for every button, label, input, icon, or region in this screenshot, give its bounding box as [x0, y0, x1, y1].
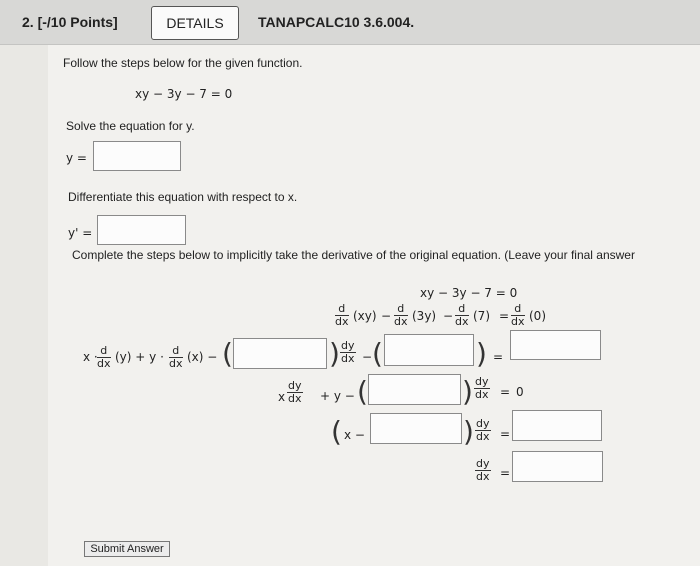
open-paren: ( [331, 415, 342, 448]
close-paren: ) [462, 375, 473, 408]
dy-dx-fraction: $\frac{dy}{dx}$ [475, 375, 489, 401]
yprime-label: y' = [68, 226, 93, 240]
rhs-derivative-input[interactable] [510, 330, 601, 360]
y-paren-term: (y) + y · [115, 350, 164, 364]
details-button[interactable]: DETAILS [151, 6, 239, 40]
x-dot: x · [83, 350, 98, 364]
original-equation: xy − 3y − 7 = 0 [420, 286, 518, 300]
close-paren: ) [463, 415, 474, 448]
xy-term: (xy) [353, 309, 377, 323]
close-paren: ) [329, 337, 340, 370]
line4-rhs-input[interactable] [512, 410, 602, 441]
question-number: 2. [-/10 Points] [22, 14, 118, 30]
minus-sign: − [443, 309, 454, 323]
open-paren: ( [357, 375, 368, 408]
three-y-term: (3y) [412, 309, 437, 323]
d-dx-operator: $\frac{d}{dx}$ [335, 302, 349, 328]
equals-sign: = [500, 427, 511, 441]
minus-sign: − [381, 309, 392, 323]
seven-term: (7) [473, 309, 490, 323]
dy-dx-fraction: $\frac{dy}{dx}$ [476, 457, 490, 483]
open-paren: ( [372, 337, 383, 370]
zero-value: 0 [516, 385, 524, 399]
plus-y-minus: + y − [320, 389, 355, 403]
given-equation: xy − 3y − 7 = 0 [135, 87, 233, 101]
problem-code: TANAPCALC10 3.6.004. [258, 14, 415, 30]
final-answer-input[interactable] [512, 451, 603, 482]
close-paren: ) [476, 337, 487, 370]
dy-dx-fraction: $\frac{dy}{dx}$ [288, 379, 302, 405]
open-paren: ( [222, 337, 233, 370]
d-dx-operator: $\frac{d}{dx}$ [455, 302, 469, 328]
d-dx-operator: $\frac{d}{dx}$ [169, 344, 183, 370]
x-paren-term: (x) − [187, 350, 218, 364]
submit-answer-button[interactable]: Submit Answer [84, 541, 170, 557]
solve-prompt: Solve the equation for y. [66, 119, 195, 133]
equals-sign: = [500, 466, 511, 480]
d-dx-operator: $\frac{d}{dx}$ [97, 344, 111, 370]
minus-sign: − [362, 350, 373, 364]
intro-text: Follow the steps below for the given function. [63, 56, 303, 70]
dy-dx-fraction: $\frac{dy}{dx}$ [476, 417, 490, 443]
y-label: y = [66, 151, 87, 165]
yprime-answer-input[interactable] [97, 215, 186, 245]
three-y-derivative-input[interactable] [384, 334, 474, 366]
line3-input[interactable] [368, 374, 461, 405]
d-dx-operator: $\frac{d}{dx}$ [511, 302, 525, 328]
y-answer-input[interactable] [93, 141, 181, 171]
zero-term: (0) [529, 309, 546, 323]
implicit-prompt: Complete the steps below to implicitly take the derivative of the original equation. (Leave your final answer [72, 248, 635, 262]
x-coefficient: x [278, 390, 286, 404]
differentiate-prompt: Differentiate this equation with respect to x. [68, 190, 298, 204]
equals-sign: = [500, 385, 511, 399]
product-rule-input[interactable] [233, 338, 327, 369]
equals-sign: = [493, 350, 504, 364]
equals-sign: = [499, 309, 510, 323]
question-header [0, 0, 700, 45]
d-dx-operator: $\frac{d}{dx}$ [394, 302, 408, 328]
x-minus: x − [344, 428, 365, 442]
dy-dx-fraction: $\frac{dy}{dx}$ [341, 339, 355, 365]
line4-input[interactable] [370, 413, 462, 444]
